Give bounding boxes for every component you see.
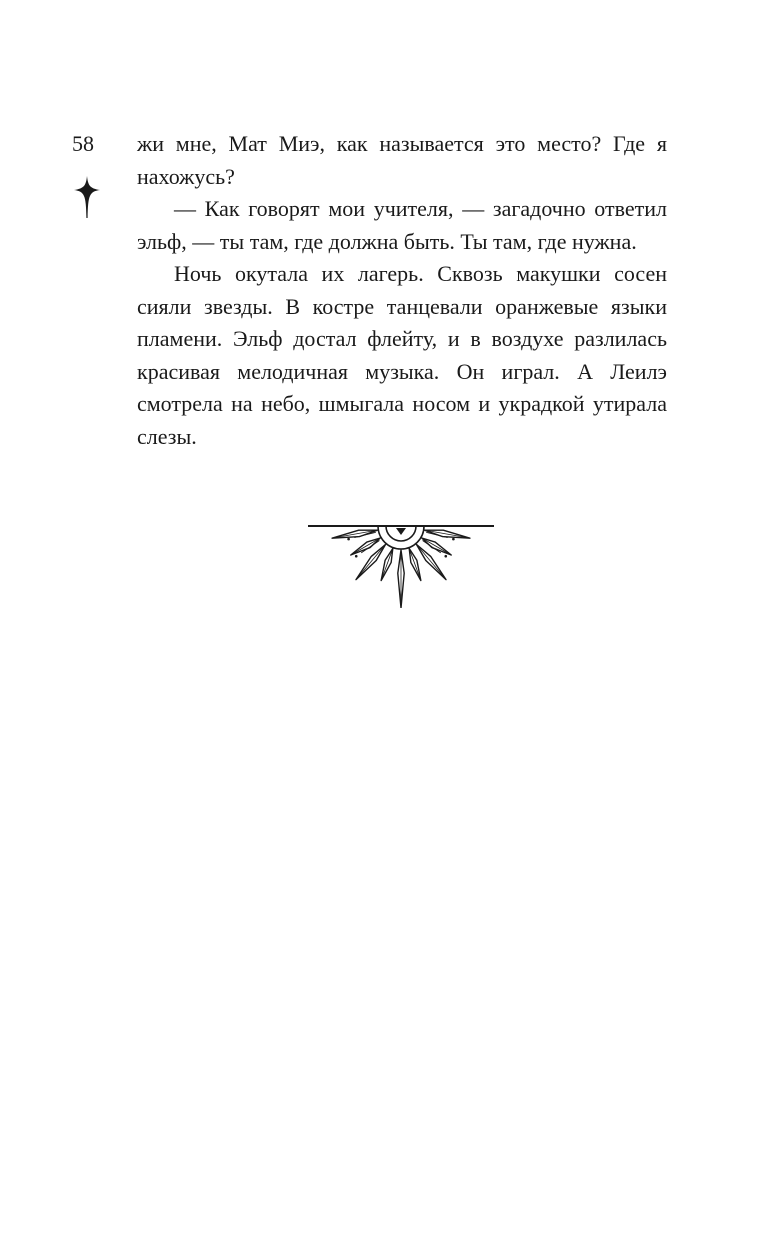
sunburst-ornament-icon [308,514,494,608]
paragraph-3: Ночь окутала их лагерь. Сквозь макушки сосен сияли звезды. В костре танцевали оранжевые языки пламени. Эльф достал флейту, и в воздухе разлилась красивая мелодичная музыка. Он играл. А Леилэ смотрела на небо, шмыгала носом и украдкой утирала слезы. [137,261,667,449]
page-number: 58 [72,131,94,156]
four-point-star-icon [74,176,100,218]
body-text [137,128,667,453]
paragraph-2: — Как говорят мои учителя, — загадочно ответил эльф, — ты там, где должна быть. Ты там, где нужна. [137,196,667,254]
paragraph-1: жи мне, Мат Миэ, как называется это место? Где я нахожусь? [137,131,667,189]
